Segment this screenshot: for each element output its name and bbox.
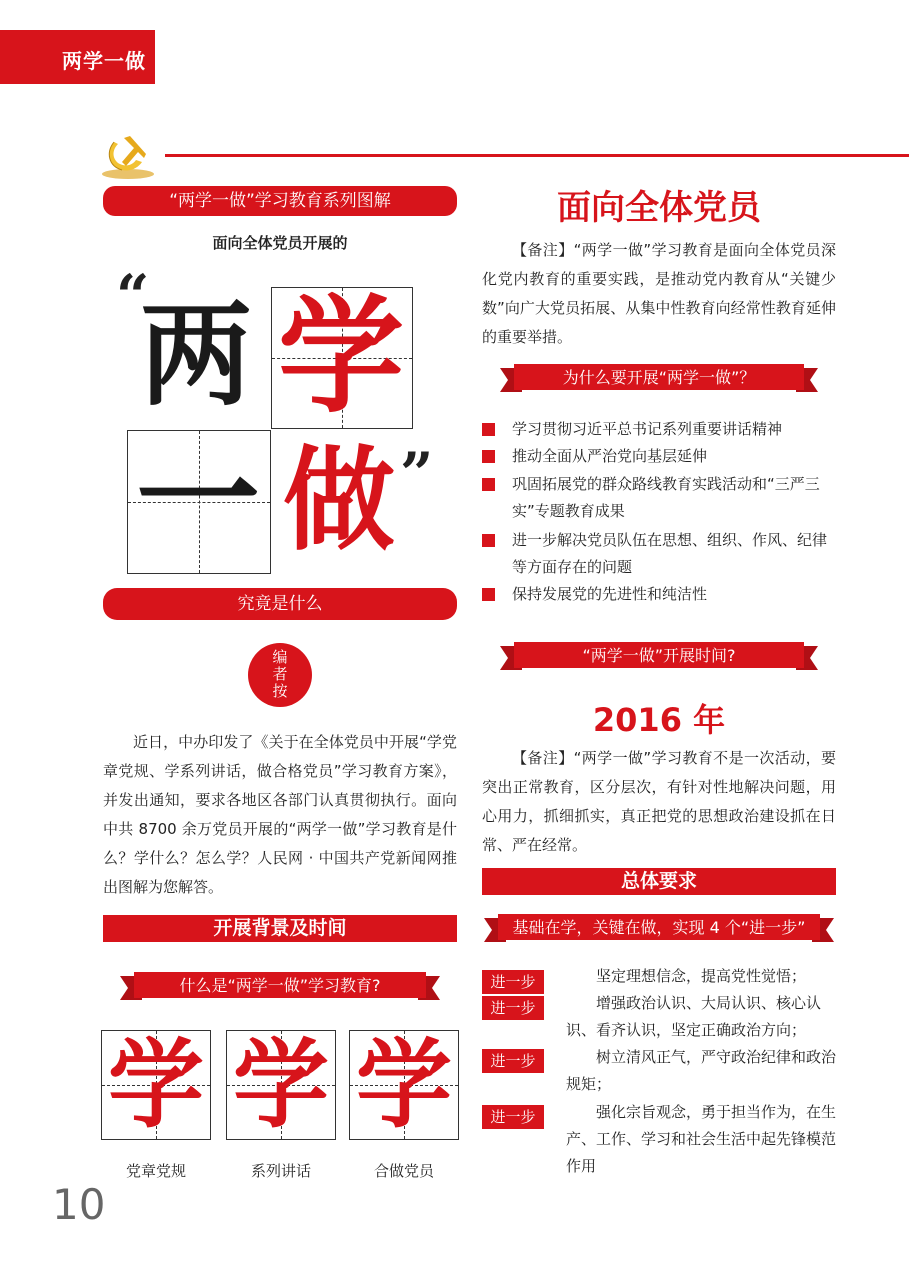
- xue-caption: 系列讲话: [250, 1162, 311, 1180]
- yi-grid-box: [127, 430, 271, 574]
- step-tag: 进一步: [482, 970, 544, 994]
- bullet-icon: [482, 423, 495, 436]
- big-char-yi: 一: [136, 429, 261, 573]
- background-bar-label: 开展背景及时间: [213, 917, 347, 939]
- series-title: “两学一做”学习教育系列图解: [169, 191, 391, 211]
- section-tab: [0, 30, 155, 84]
- editor-note-char: 编: [272, 648, 288, 666]
- when-ribbon: [500, 640, 818, 668]
- close-quote: ”: [400, 440, 434, 508]
- why-item: 学习贯彻习近平总书记系列重要讲话精神: [512, 420, 783, 438]
- year: 2016 年: [592, 701, 726, 739]
- note2: 【备注】“两学一做”学习教育不是一次活动，要突出正常教育，区分层次，有针对性地解决问题，用心用力，抓细抓实，真正把党的思想政治建设抓在日常、严在经常。: [482, 749, 836, 854]
- what-pill: [103, 588, 457, 620]
- overall-bar-label: 总体要求: [620, 870, 697, 892]
- bullet-icon: [482, 450, 495, 463]
- xue-box-char: 学: [108, 1029, 204, 1141]
- xue-box-char: 学: [233, 1029, 329, 1141]
- what-pill-label: 究竟是什么: [237, 594, 323, 614]
- xue-box-1: [101, 1030, 211, 1140]
- editor-note-char: 者: [272, 665, 288, 683]
- big-char-zuo: 做: [283, 436, 395, 566]
- why-ribbon-label: 为什么要开展“两学一做”？: [562, 368, 756, 387]
- xue-box-2: [226, 1030, 336, 1140]
- background-bar: [103, 915, 457, 942]
- why-item: 保持发展党的先进性和纯洁性: [512, 585, 708, 603]
- basis-ribbon-label: 基础在学，关键在做，实现 4 个“进一步”: [512, 918, 806, 937]
- why-item: 进一步解决党员队伍在思想、组织、作风、纪律等方面存在的问题: [512, 531, 828, 576]
- step-text: 增强政治认识、大局认识、核心认识、看齐认识，坚定正确政治方向；: [566, 994, 822, 1039]
- page-number: 10: [52, 1180, 106, 1229]
- bullet-icon: [482, 534, 495, 547]
- step-tag: 进一步: [482, 1049, 544, 1073]
- party-emblem-icon: [100, 130, 156, 180]
- section-tab-label: 两学一做: [62, 49, 146, 73]
- what-ribbon: [120, 970, 440, 998]
- intro-paragraph: 近日，中办印发了《关于在全体党员中开展“学党章党规、学系列讲话，做合格党员”学习教育方案》，并发出通知，要求各地区各部门认真贯彻执行。面向中共 8700 余万党员开展的“两学一做”学习教育是什么？学什么？怎么学？人民网 · 中国共产党新闻网推出图解为您解答。: [103, 733, 457, 896]
- xue-box-char: 学: [356, 1029, 452, 1141]
- bullet-icon: [482, 478, 495, 491]
- editor-note-char: 按: [272, 682, 288, 700]
- series-title-pill: [103, 186, 457, 216]
- step-tag: 进一步: [482, 1105, 544, 1129]
- big-char-liang: 两: [140, 291, 252, 421]
- step-text: 树立清风正气，严守政治纪律和政治规矩；: [566, 1048, 837, 1093]
- xue-caption: 合做党员: [373, 1162, 434, 1180]
- headline: 面向全体党员: [557, 188, 761, 228]
- open-quote: “: [116, 262, 150, 330]
- xue-box-3: [349, 1030, 459, 1140]
- bullet-icon: [482, 588, 495, 601]
- xue-grid-box: [271, 283, 413, 430]
- step-tag: 进一步: [482, 996, 544, 1020]
- basis-ribbon: [484, 912, 834, 940]
- xue-caption: 党章党规: [125, 1162, 186, 1180]
- step-text: 强化宗旨观念，勇于担当作为，在生产、工作、学习和社会生活中起先锋模范作用: [566, 1103, 837, 1175]
- why-item: 巩固拓展党的群众路线教育实践活动和“三严三实”专题教育成果: [512, 475, 820, 520]
- subtitle: 面向全体党员开展的: [212, 234, 348, 252]
- why-ribbon: [500, 362, 818, 390]
- step-text: 坚定理想信念，提高党性觉悟；: [596, 967, 807, 985]
- what-ribbon-label: 什么是“两学一做”学习教育?: [179, 976, 381, 995]
- editor-note-badge: [248, 643, 312, 707]
- why-item: 推动全面从严治党向基层延伸: [512, 447, 708, 465]
- overall-bar: [482, 868, 836, 895]
- big-char-xue: 学: [278, 283, 404, 430]
- top-rule: [165, 154, 909, 157]
- when-ribbon-label: “两学一做”开展时间?: [582, 646, 736, 665]
- note1: 【备注】“两学一做”学习教育是面向全体党员深化党内教育的重要实践，是推动党内教育从“关键少数”向广大党员拓展、从集中性教育向经常性教育延伸的重要举措。: [482, 241, 836, 346]
